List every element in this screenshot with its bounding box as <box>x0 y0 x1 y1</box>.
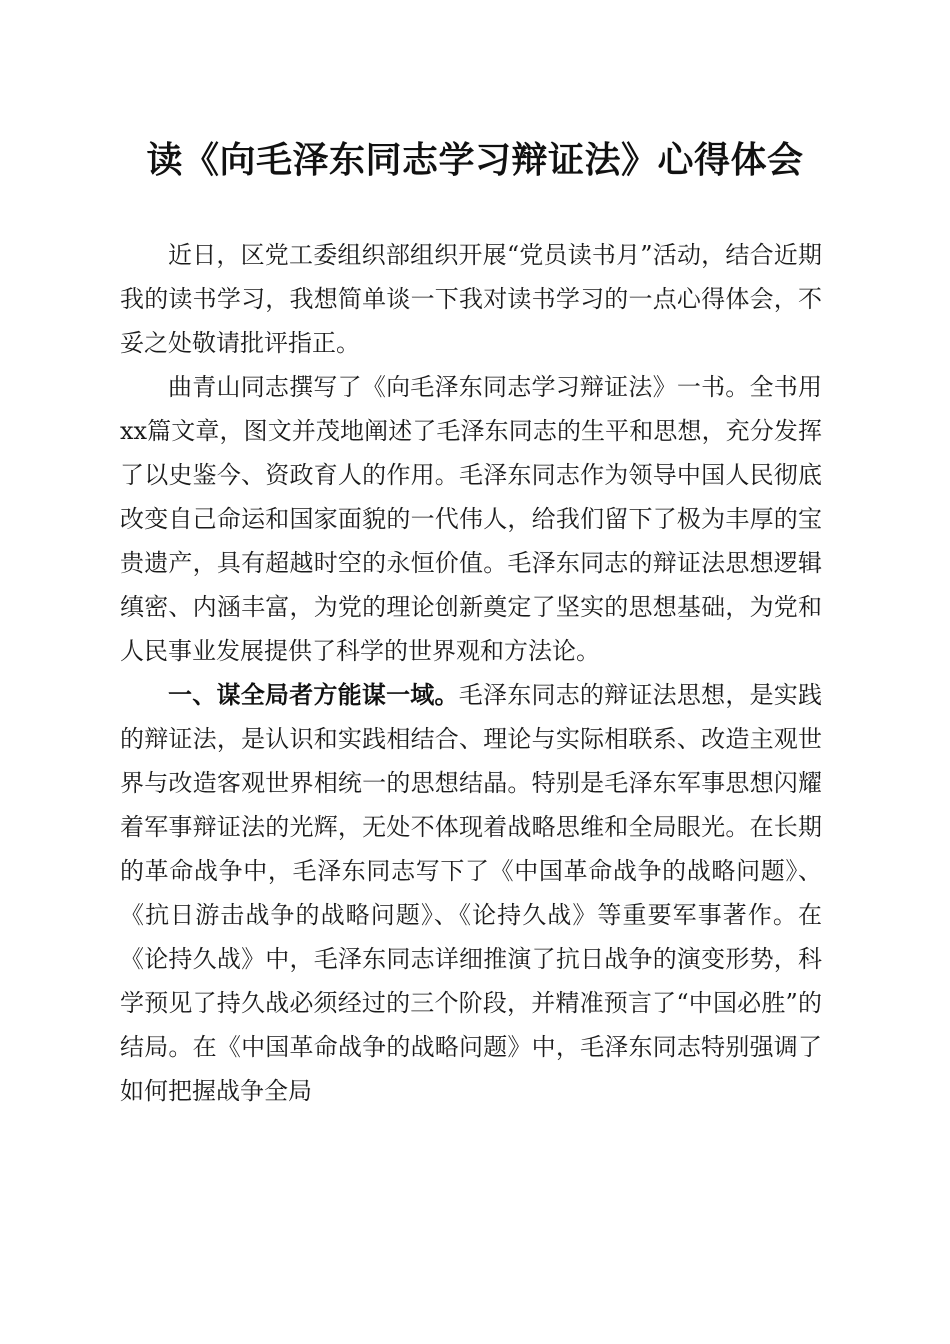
paragraph-intro <box>120 233 822 365</box>
paragraph-book-summary <box>120 365 822 673</box>
paragraph-intro-text: 近日，区党工委组织部组织开展“党员读书月”活动，结合近期我的读书学习，我想简单谈一下我对读书学习的一点心得体会，不妥之处敬请批评指正。 <box>120 241 822 357</box>
section-one-heading: 一、谋全局者方能谋一域。 <box>168 680 459 709</box>
paragraph-book-summary-text: 曲青山同志撰写了《向毛泽东同志学习辩证法》一书。全书用xx篇文章，图文并茂地阐述了毛泽东同志的生平和思想，充分发挥了以史鉴今、资政育人的作用。毛泽东同志作为领导中国人民彻底改变自己命运和国家面貌的一代伟人，给我们留下了极为丰厚的宝贵遗产，具有超越时空的永恒价值。毛泽东同志的辩证法思想逻辑缜密、内涵丰富，为党的理论创新奠定了坚实的思想基础，为党和人民事业发展提供了科学的世界观和方法论。 <box>120 373 822 665</box>
document-body <box>120 233 822 1113</box>
document-title: 读《向毛泽东同志学习辩证法》心得体会 <box>146 139 804 181</box>
paragraph-section-one <box>120 673 822 1113</box>
section-one-text: 毛泽东同志的辩证法思想，是实践的辩证法，是认识和实践相结合、理论与实际相联系、改造主观世界与改造客观世界相统一的思想结晶。特别是毛泽东军事思想闪耀着军事辩证法的光辉，无处不体现着战略思维和全局眼光。在长期的革命战争中，毛泽东同志写下了《中国革命战争的战略问题》、《抗日游击战争的战略问题》、《论持久战》等重要军事著作。在《论持久战》中，毛泽东同志详细推演了抗日战争的演变形势，科学预见了持久战必须经过的三个阶段，并精准预言了“中国必胜”的结局。在《中国革命战争的战略问题》中，毛泽东同志特别强调了如何把握战争全局 <box>120 681 823 1105</box>
